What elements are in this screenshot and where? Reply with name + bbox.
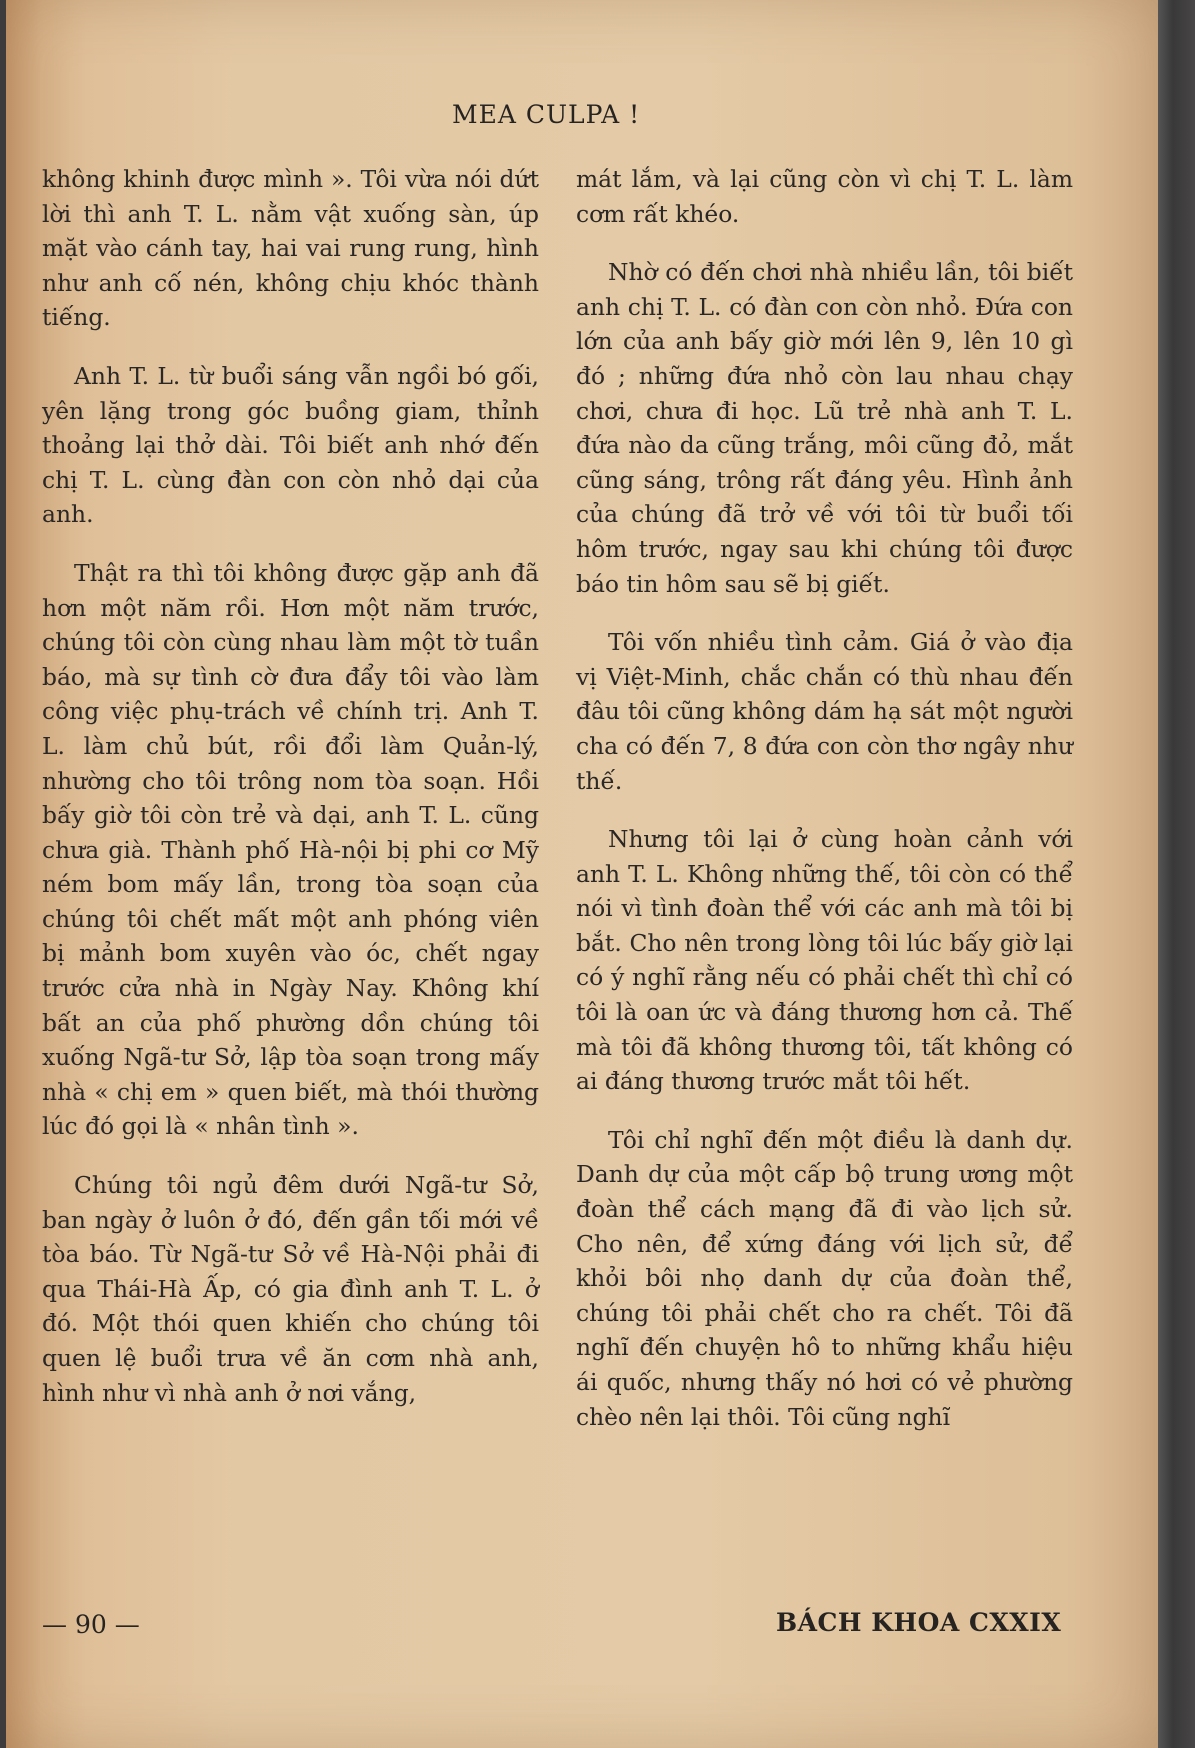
scan-background-edge [1158, 0, 1195, 1748]
running-title: MEA CULPA ! [452, 100, 641, 129]
paragraph: Anh T. L. từ buổi sáng vẫn ngồi bó gối, yên lặng trong góc buồng giam, thỉnh thoảng lại thở dài. Tôi biết anh nhớ đến chị T. L. cùng đàn con còn nhỏ dại của anh. [42, 361, 539, 529]
paragraph: Tôi chỉ nghĩ đến một điều là danh dự. Danh dự của một cấp bộ trung ương một đoàn thể cách mạng đã đi vào lịch sử. Cho nên, để xứng đáng với lịch sử, để khỏi bôi nhọ danh dự của đoàn thể, chúng tôi phải chết cho ra chết. Tôi đã nghĩ đến chuyện hô to những khẩu hiệu ái quốc, nhưng thấy nó hơi có vẻ phường chèo nên lại thôi. Tôi cũng nghĩ [576, 1125, 1073, 1431]
page-number: — 90 — [42, 1610, 140, 1639]
paragraph: mát lắm, và lại cũng còn vì chị T. L. làm cơm rất khéo. [576, 165, 1073, 228]
paragraph: Thật ra thì tôi không được gặp anh đã hơn một năm rồi. Hơn một năm trước, chúng tôi còn cùng nhau làm một tờ tuần báo, mà sự tình cờ đưa đẩy tôi vào làm công việc phụ-trách về chính trị. Anh T. L. làm chủ bút, rồi đổi làm Quản-lý, nhường cho tôi trông nom tòa soạn. Hồi bấy giờ tôi còn trẻ và dại, anh T. L. cũng chưa già. Thành phố Hà-nội bị phi cơ Mỹ ném bom mấy lần, trong tòa soạn của chúng tôi chết mất một anh phóng viên bị mảnh bom xuyên vào óc, chết ngay trước cửa nhà in Ngày Nay. Không khí bất an của phố phường dồn chúng tôi xuống Ngã-tư Sở, lập tòa soạn trong mấy nhà « chị em » quen biết, mà thói thường lúc đó gọi là « nhân tình ». [42, 558, 539, 1141]
book-page [6, 0, 1158, 1748]
paragraph: Chúng tôi ngủ đêm dưới Ngã-tư Sở, ban ngày ở luôn ở đó, đến gần tối mới về tòa báo. Từ Ngã-tư Sở về Hà-Nội phải đi qua Thái-Hà Ấp, có gia đình anh T. L. ở đó. Một thói quen khiến cho chúng tôi quen lệ buổi trưa về ăn cơm nhà anh, hình như vì nhà anh ở nơi vắng, [42, 1171, 539, 1407]
right-column [576, 162, 1073, 1458]
paragraph: Tôi vốn nhiều tình cảm. Giá ở vào địa vị Việt-Minh, chắc chắn có thù nhau đến đâu tôi cũng không dám hạ sát một người cha có đến 7, 8 đứa con còn thơ ngây như thế. [576, 628, 1073, 795]
paragraph: không khinh được mình ». Tôi vừa nói dứt lời thì anh T. L. nằm vật xuống sàn, úp mặt vào cánh tay, hai vai rung rung, hình như anh cố nén, không chịu khóc thành tiếng. [42, 165, 539, 332]
paragraph: Nhưng tôi lại ở cùng hoàn cảnh với anh T. L. Không những thế, tôi còn có thể nói vì tình đoàn thể với các anh mà tôi bị bắt. Cho nên trong lòng tôi lúc bấy giờ lại có ý nghĩ rằng nếu có phải chết thì chỉ có tôi là oan ức và đáng thương hơn cả. Thế mà tôi đã không thương tôi, tất không có ai đáng thương trước mắt tôi hết. [576, 825, 1073, 1096]
paragraph: Nhờ có đến chơi nhà nhiều lần, tôi biết anh chị T. L. có đàn con còn nhỏ. Đứa con lớn của anh bấy giờ mới lên 9, lên 10 gì đó ; những đứa nhỏ còn lau nhau chạy chơi, chưa đi học. Lũ trẻ nhà anh T. L. đứa nào da cũng trắng, môi cũng đỏ, mắt cũng sáng, trông rất đáng yêu. Hình ảnh của chúng đã trở về với tôi từ buổi tối hôm trước, ngay sau khi chúng tôi được báo tin hôm sau sẽ bị giết. [576, 258, 1073, 598]
left-column [42, 162, 539, 1434]
journal-issue: BÁCH KHOA CXXIX [776, 1608, 1062, 1637]
